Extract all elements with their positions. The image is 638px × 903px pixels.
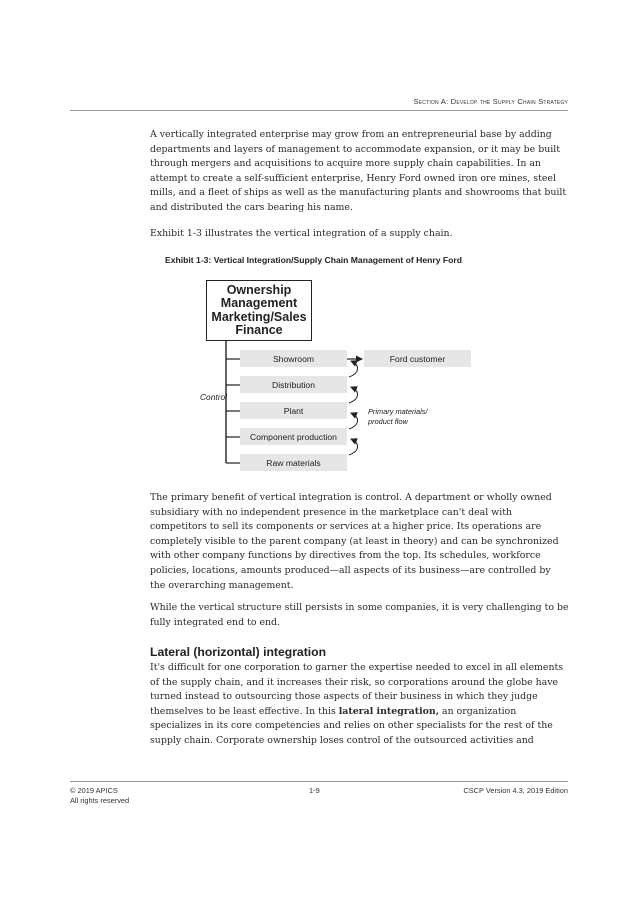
text-line: The primary benefit of vertical integration is control. A department or wholly owned	[150, 492, 552, 503]
stage-plant: Plant	[240, 402, 347, 419]
text-line	[150, 705, 570, 720]
flow-label-line: product flow	[368, 417, 408, 426]
text-line: policies, locations, amounts produced—all aspects of its business—are controlled by	[150, 564, 551, 576]
paragraph-lateral-integration	[150, 661, 570, 749]
flow-label	[368, 407, 428, 427]
text-line: through mergers and acquisitions to acquire more supply chain capabilities. In an	[150, 158, 541, 170]
text-run: themselves to be least effective. In this	[150, 705, 339, 717]
stage-distribution: Distribution	[240, 376, 347, 393]
text-line: with other company functions by directives from the top. Its schedules, workforce	[150, 550, 541, 562]
flow-arrow-3	[349, 387, 358, 403]
text-line: supply chain. Corporate ownership loses control of the outsourced activities and	[150, 734, 534, 746]
footer-rule	[70, 781, 568, 782]
text-line: turned instead to outsourcing those aspects of their business in which they judge	[150, 691, 538, 703]
text-line: attempt to create a self-sufficient enterprise, Henry Ford owned iron ore mines, steel	[150, 172, 556, 184]
section-heading: Lateral (horizontal) integration	[150, 645, 327, 659]
text-line: subsidiary with no independent presence in the marketplace can't deal with	[150, 506, 513, 518]
footer-left	[70, 786, 129, 806]
management-box-line: Finance	[235, 323, 283, 337]
text-line: of the supply chain, and it increases their risk, so corporations around the globe have	[150, 676, 559, 688]
bold-term: lateral integration,	[338, 705, 439, 717]
paragraph-exhibit-reference	[150, 227, 570, 242]
paragraph-vertical-integration-intro	[150, 128, 570, 216]
text-line: departments and layers of management to accommodate expansion, or it may be built	[150, 143, 561, 155]
flow-arrow-1	[349, 439, 358, 455]
flow-label-line: Primary materials/	[368, 407, 428, 416]
header-rule	[70, 110, 568, 111]
text-line: specializes in its core competencies and relies on other specialists for the rest of the	[150, 720, 553, 732]
edition: CSCP Version 4.3, 2019 Edition	[463, 786, 568, 795]
text-line: and distributed the cars bearing his name.	[150, 201, 353, 213]
text-run: an organization	[439, 705, 517, 717]
ford-customer-box: Ford customer	[364, 350, 471, 367]
running-header: Section A: Develop the Supply Chain Strategy	[413, 97, 568, 106]
page-number: 1-9	[309, 786, 320, 795]
flow-arrow-4	[349, 361, 358, 377]
copyright: © 2019 APICS	[70, 786, 118, 795]
management-box-line: Management	[220, 296, 298, 310]
paragraph-vertical-challenge	[150, 601, 570, 630]
text-line: While the vertical structure still persists in some companies, it is very challenging to be	[150, 602, 569, 613]
stage-component-production: Component production	[240, 428, 347, 445]
text-line: mills, and a fleet of ships as well as the manufacturing plants and showrooms that built	[150, 187, 567, 199]
vertical-integration-diagram	[190, 270, 490, 480]
exhibit-title: Exhibit 1-3: Vertical Integration/Supply Chain Management of Henry Ford	[165, 255, 463, 265]
text-line: It's difficult for one corporation to garner the expertise needed to excel in all elements	[150, 662, 564, 673]
text-line: completely visible to the parent company (at least in theory) and can be synchronized	[150, 535, 559, 547]
stage-showroom: Showroom	[240, 350, 347, 367]
management-box	[206, 280, 312, 341]
text-line: Exhibit 1-3 illustrates the vertical integration of a supply chain.	[150, 228, 453, 239]
paragraph-benefit-of-control	[150, 491, 570, 593]
stage-raw-materials: Raw materials	[240, 454, 347, 471]
management-box-line: Ownership	[226, 282, 292, 297]
text-line: competitors to sell its components or services at a higher price. Its operations are	[150, 521, 542, 533]
text-line: the overarching management.	[150, 579, 294, 591]
control-label: Control	[200, 392, 227, 402]
flow-arrow-2	[349, 413, 358, 429]
rights-reserved: All rights reserved	[70, 796, 130, 805]
text-line: fully integrated end to end.	[150, 616, 281, 628]
text-line: A vertically integrated enterprise may grow from an entrepreneurial base by adding	[150, 129, 552, 140]
management-box-line: Marketing/Sales	[211, 309, 307, 324]
